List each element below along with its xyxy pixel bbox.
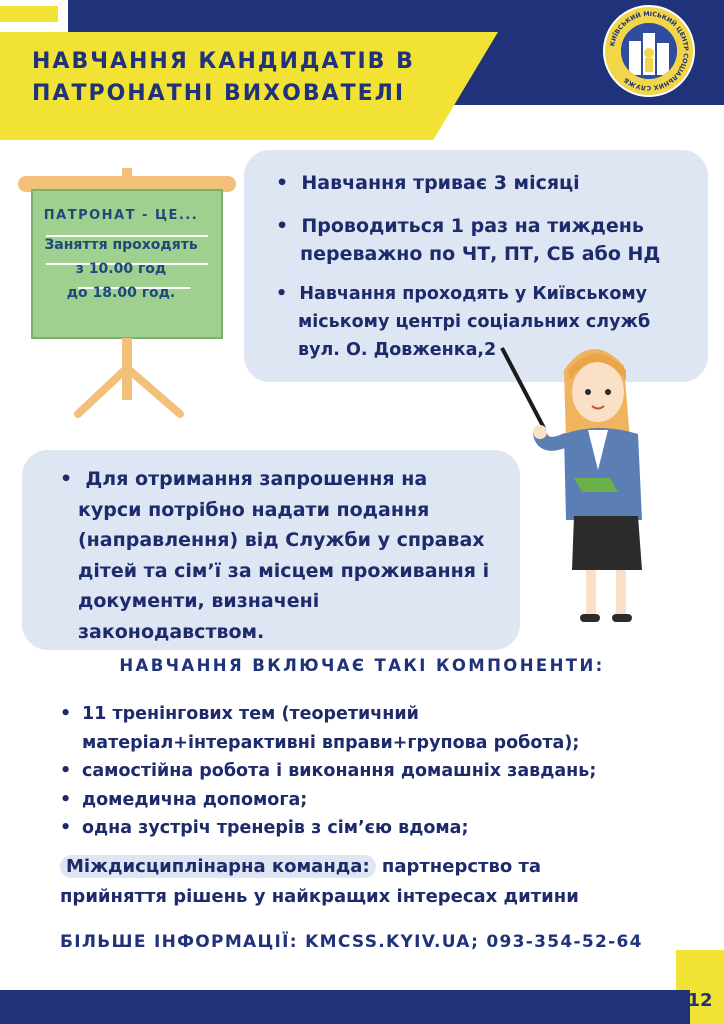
header-yellow-accent — [0, 6, 58, 22]
team-line-2: прийняття рішень у найкращих інтересах дитини — [60, 886, 579, 907]
team-highlight: Міждисциплінарна команда: — [60, 855, 376, 878]
title-line-1: НАВЧАННЯ КАНДИДАТІВ В — [32, 49, 415, 74]
title-line-2: ПАТРОНАТНІ ВИХОВАТЕЛІ — [32, 81, 406, 106]
board-line-2: з 10.00 год — [75, 261, 167, 277]
page-number: 12 — [687, 990, 713, 1011]
list-item: • самостійна робота і виконання домашніх завдань; — [60, 757, 700, 786]
list-item: • одна зустріч тренерів з сім’єю вдома; — [60, 814, 700, 843]
page-title — [32, 46, 462, 110]
components-heading: НАВЧАННЯ ВКЛЮЧАЄ ТАКІ КОМПОНЕНТИ: — [119, 656, 605, 675]
board-line-3: до 18.00 год. — [66, 285, 176, 301]
logo-emblem — [621, 23, 677, 79]
invitation-text: • Для отримання запрошення на курси потрібно надати подання (направлення) від Служби у справах дітей та сім’ї за місцем проживання і документи, визначені законодавством. — [60, 468, 490, 643]
kmcss-logo — [603, 5, 695, 97]
components-list — [60, 700, 700, 843]
info-item-duration: • Навчання триває 3 місяці — [276, 172, 580, 194]
footer-navy-band — [0, 990, 690, 1024]
team-statement: Міждисциплінарна команда: партнерство та прийняття рішень у найкращих інтересах дитини — [60, 856, 579, 907]
board-content — [32, 200, 210, 305]
board-title: ПАТРОНАТ - ЦЕ... — [43, 208, 199, 223]
contact-info: БІЛЬШЕ ІНФОРМАЦІЇ: KMCSS.KYIV.UA; 093-354-52-64 — [60, 932, 643, 952]
info-item-location: • Навчання проходять у Київському міському центрі соціальних служб вул. О. Довженка,2 — [276, 284, 651, 360]
list-item: • 11 тренінгових тем (теоретичний матеріал+інтерактивні вправи+групова робота); — [60, 700, 700, 757]
logo-ring-label: КИЇВСЬКИЙ МІСЬКИЙ ЦЕНТР СОЦІАЛЬНИХ СЛУЖБ — [609, 10, 690, 92]
list-item: • домедична допомога; — [60, 786, 700, 815]
board-line-1: Заняття проходять — [44, 237, 198, 253]
info-item-frequency: • Проводиться 1 раз на тиждень переважно по ЧТ, ПТ, СБ або НД — [276, 215, 661, 265]
